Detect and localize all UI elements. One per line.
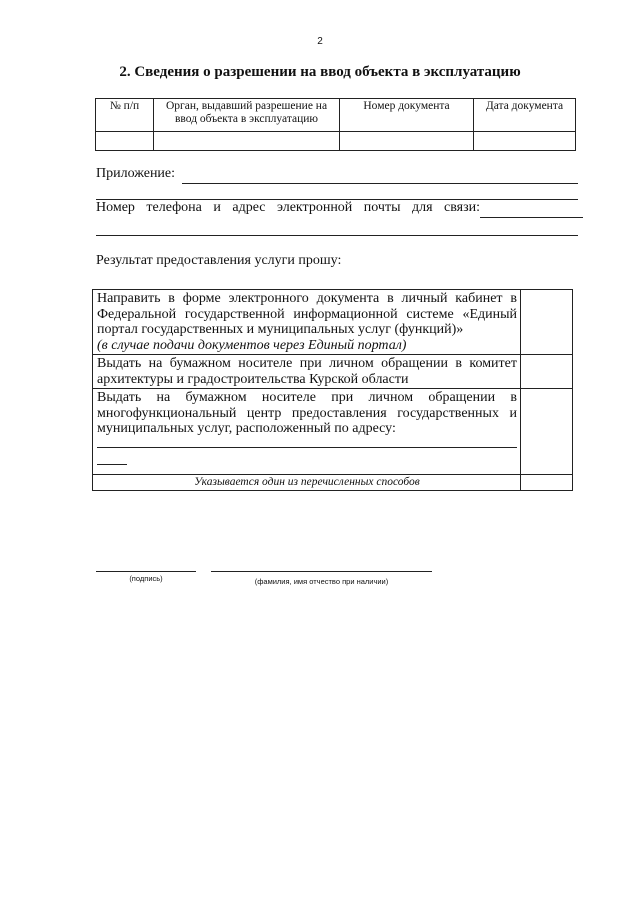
option-electronic-text: Направить в форме электронного документа в личный кабинет в Федеральной государственной информационной системе «Единый портал государственных и муниципальных услуг (функций)» xyxy=(97,291,517,337)
option-electronic-note: (в случае подачи документов через Единый портал) xyxy=(97,337,407,353)
attachment-label: Приложение: xyxy=(96,166,176,181)
permit-cell-doc-number[interactable] xyxy=(340,132,474,151)
section-title: 2. Сведения о разрешении на ввод объекта в эксплуатацию xyxy=(119,64,521,80)
result-label: Результат предоставления услуги прошу: xyxy=(96,253,342,268)
options-footer-empty-cell xyxy=(521,474,573,490)
option-mfc-checkbox[interactable] xyxy=(521,389,573,475)
mfc-address-line-1[interactable] xyxy=(97,447,517,448)
permit-header-doc-date: Дата документа xyxy=(474,99,576,132)
mfc-address-line-2[interactable] xyxy=(97,464,127,465)
result-option-text xyxy=(93,389,521,475)
result-options-table xyxy=(92,289,573,491)
signature-line[interactable] xyxy=(96,571,196,572)
option-electronic-checkbox[interactable] xyxy=(521,290,573,355)
permit-table-header-row xyxy=(96,99,576,132)
permit-cell-doc-date[interactable] xyxy=(474,132,576,151)
result-option-text xyxy=(93,290,521,355)
full-name-line[interactable] xyxy=(211,571,432,572)
full-name-caption: (фамилия, имя отчество при наличии) xyxy=(254,577,389,586)
result-option-row xyxy=(93,290,573,355)
phone-email-label: Номер телефона и адрес электронной почты для связи: xyxy=(96,200,480,215)
option-mfc-text: Выдать на бумажном носителе при личном обращении в многофункциональный центр предоставления государственных и муниципальных услуг, расположенный по адресу: xyxy=(97,390,517,436)
options-footer-note: Указывается один из перечисленных способов xyxy=(93,474,521,490)
table-row xyxy=(96,132,576,151)
result-options-footer-row xyxy=(93,474,573,490)
permit-table xyxy=(95,98,576,151)
option-committee-checkbox[interactable] xyxy=(521,355,573,389)
signature-caption: (подпись) xyxy=(129,574,163,583)
permit-header-authority: Орган, выдавший разрешение на ввод объекта в эксплуатацию xyxy=(154,99,340,132)
page-number: 2 xyxy=(317,36,323,47)
result-option-text xyxy=(93,355,521,389)
phone-email-field-line-2[interactable] xyxy=(96,235,578,236)
result-option-row xyxy=(93,389,573,475)
result-option-row xyxy=(93,355,573,389)
permit-header-doc-number: Номер документа xyxy=(340,99,474,132)
option-committee-text: Выдать на бумажном носителе при личном обращении в комитет архитектуры и градостроительства Курской области xyxy=(97,356,517,387)
permit-cell-authority[interactable] xyxy=(154,132,340,151)
attachment-field-line-1[interactable] xyxy=(182,183,578,184)
permit-cell-number[interactable] xyxy=(96,132,154,151)
phone-email-field-line-1[interactable] xyxy=(480,217,583,218)
permit-header-number: № п/п xyxy=(96,99,154,132)
